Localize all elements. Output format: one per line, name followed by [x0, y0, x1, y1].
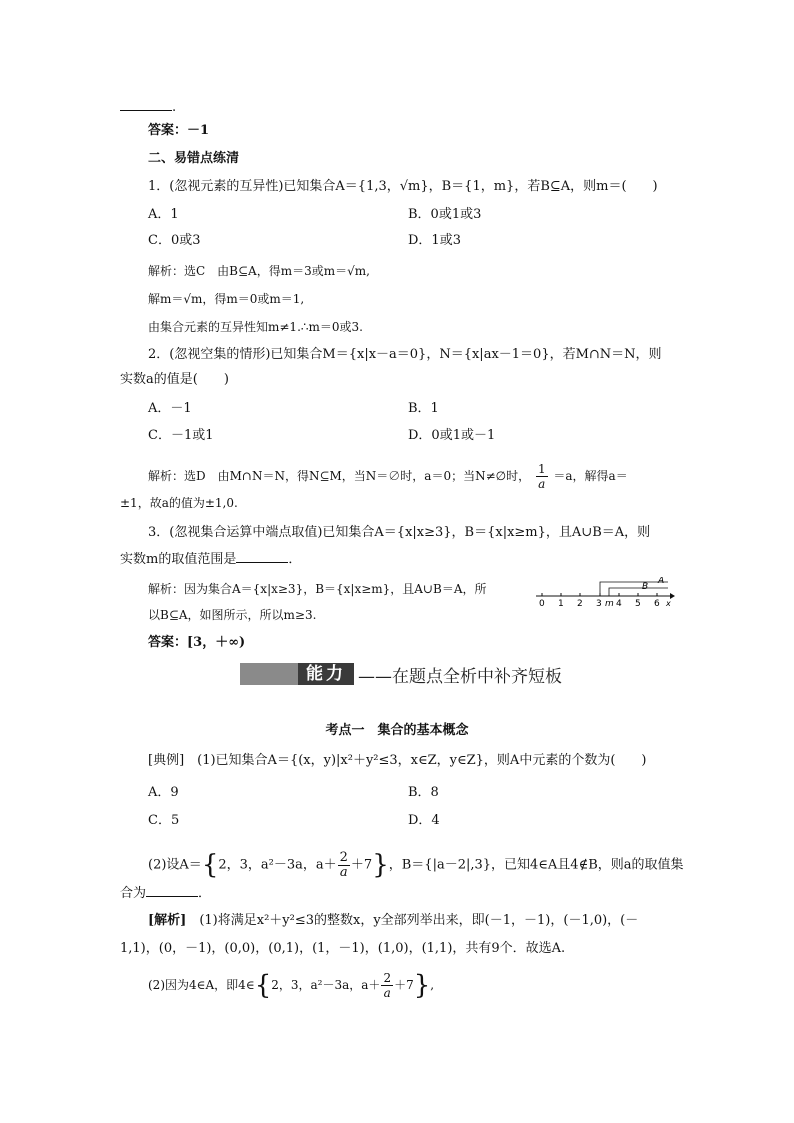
q3-stem-1: 3．(忽视集合运算中端点取值)已知集合A＝{x|x≥3}，B＝{x|x≥m}，且A∪B＝A，则	[148, 525, 651, 540]
p2-frac-den: a	[339, 864, 348, 880]
kaodian-title: 考点一 集合的基本概念	[325, 723, 469, 738]
sol3-tail: ,	[430, 978, 435, 992]
example-option-d: D．4	[408, 813, 440, 828]
q1-option-b: B．0或1或3	[408, 207, 482, 222]
sol3-set-tail: ＋7	[394, 978, 414, 992]
q1-solution-2: 解m＝√m，得m＝0或m＝1,	[148, 292, 305, 306]
sol3-lead: (2)因为4∈A，即4∈	[148, 978, 255, 992]
q3-stem-text: 实数m的取值范围是	[120, 552, 237, 567]
q2-option-d: D．0或1或－1	[408, 428, 496, 443]
number-line-diagram	[534, 577, 676, 609]
answer-line: 答案：－1	[148, 123, 210, 138]
banner-tag: 能力	[298, 663, 354, 685]
sol3-set: 2，3，a²－3a，a＋	[271, 978, 381, 992]
sol3-frac-num: 2	[383, 971, 392, 985]
q1-solution-1: 解析：选C 由B⊆A，得m＝3或m＝√m,	[148, 264, 370, 278]
q2-solution-1	[148, 462, 628, 491]
example-option-a: A．9	[148, 785, 179, 800]
tick-label-m: m	[605, 599, 614, 609]
tick-label-5: 5	[635, 599, 641, 609]
q2-sol-text: 解析：选D 由M∩N＝N，得N⊆M，当N＝∅时，a＝0；当N≠∅时，	[148, 469, 531, 483]
p2-brace-right: }	[372, 850, 389, 880]
answer-blank	[120, 98, 172, 111]
q2-option-a: A．－1	[148, 401, 192, 416]
axis-arrow	[670, 593, 675, 599]
top-tail: .	[172, 100, 177, 115]
tick-label-2: 2	[577, 599, 583, 609]
example-part2-line2: 合为 ．	[120, 886, 212, 901]
q2-stem-2: 实数a的值是( )	[120, 372, 229, 387]
p2-lead: (2)设A＝	[148, 857, 202, 873]
q1-option-c: C．0或3	[148, 233, 201, 248]
solution-text-1: (1)将满足x²＋y²≤3的整数x，y全部列举出来，即(－1，－1)，(－1,0)，(－	[199, 913, 639, 928]
q1-solution-3: 由集合元素的互异性知m≠1.∴m＝0或3.	[148, 320, 363, 334]
p2-set: 2，3，a²－3a，a＋	[218, 857, 337, 873]
sol3-brace-left: {	[254, 970, 272, 1001]
tick-label-4: 4	[616, 599, 622, 609]
example-part2	[148, 848, 684, 883]
q1-option-d: D．1或3	[408, 233, 461, 248]
section-banner	[240, 662, 562, 686]
q2-solution-2: ±1，故a的值为±1,0.	[120, 496, 238, 510]
q2-stem-1: 2．(忽视空集的情形)已知集合M＝{x|x－a＝0}，N＝{x|ax－1＝0}，若M∩N＝N，则	[148, 347, 662, 362]
q2-option-c: C．－1或1	[148, 428, 214, 443]
q3-solution-1: 解析：因为集合A＝{x|x≥3}，B＝{x|x≥m}，且A∪B＝A，所	[148, 582, 487, 596]
example-solution-3	[148, 968, 434, 1003]
tick-label-0: 0	[539, 599, 545, 609]
tick-label-1: 1	[558, 599, 564, 609]
q2-fraction	[536, 462, 548, 491]
example-option-b: B．8	[408, 785, 439, 800]
example-stem-1: [典例] (1)已知集合A＝{(x，y)|x²＋y²≤3，x∈Z，y∈Z}，则A中元素的个数为( )	[148, 753, 647, 768]
q1-option-a: A．1	[148, 207, 179, 222]
p2-set-tail: ＋7	[350, 857, 373, 873]
sol3-fraction	[381, 971, 393, 1000]
p2-blank	[146, 884, 198, 897]
banner-subtitle: ——在题点全析中补齐短板	[358, 666, 562, 687]
q3-stem-2: 实数m的取值范围是 ．	[120, 552, 302, 567]
tick-label-3: 3	[596, 599, 602, 609]
p2-fraction	[338, 851, 350, 880]
sol3-brace-right: }	[413, 970, 431, 1001]
axis-label-x: x	[666, 599, 671, 608]
p2-line2-text: 合为	[120, 886, 147, 901]
q2-frac-den: a	[538, 477, 546, 491]
q3-answer: 答案：[3，＋∞)	[148, 635, 246, 650]
p2-brace-left: {	[201, 850, 219, 880]
q2-frac-num: 1	[537, 462, 546, 476]
q2-sol-tail: ＝a，解得a＝	[553, 469, 628, 483]
section2-title: 二、易错点练清	[148, 151, 240, 166]
banner-bar	[240, 663, 298, 685]
p2-tail: ，B＝{|a－2|,3}，已知4∈A且4∉B，则a的取值集	[388, 857, 684, 873]
label-b: B	[642, 582, 649, 592]
label-a: A	[658, 577, 665, 586]
q2-option-b: B．1	[408, 401, 439, 416]
q3-solution-2: 以B⊆A，如图所示，所以m≥3.	[148, 608, 317, 622]
example-solution-2: 1,1)，(0，－1)，(0,0)，(0,1)，(1，－1)，(1,0)，(1,1)，共有9个．故选A.	[120, 941, 566, 956]
solution-label: [解析]	[148, 913, 187, 928]
p2-frac-num: 2	[339, 849, 348, 865]
tick-label-6: 6	[654, 599, 660, 609]
example-option-c: C．5	[148, 813, 180, 828]
q3-blank	[236, 550, 288, 563]
q1-stem: 1．(忽视元素的互异性)已知集合A＝{1,3，√m}，B＝{1，m}，若B⊆A，则m＝( )	[148, 179, 658, 194]
top-blank-line	[120, 98, 176, 117]
sol3-frac-den: a	[383, 986, 391, 1000]
example-solution-1	[148, 912, 638, 930]
